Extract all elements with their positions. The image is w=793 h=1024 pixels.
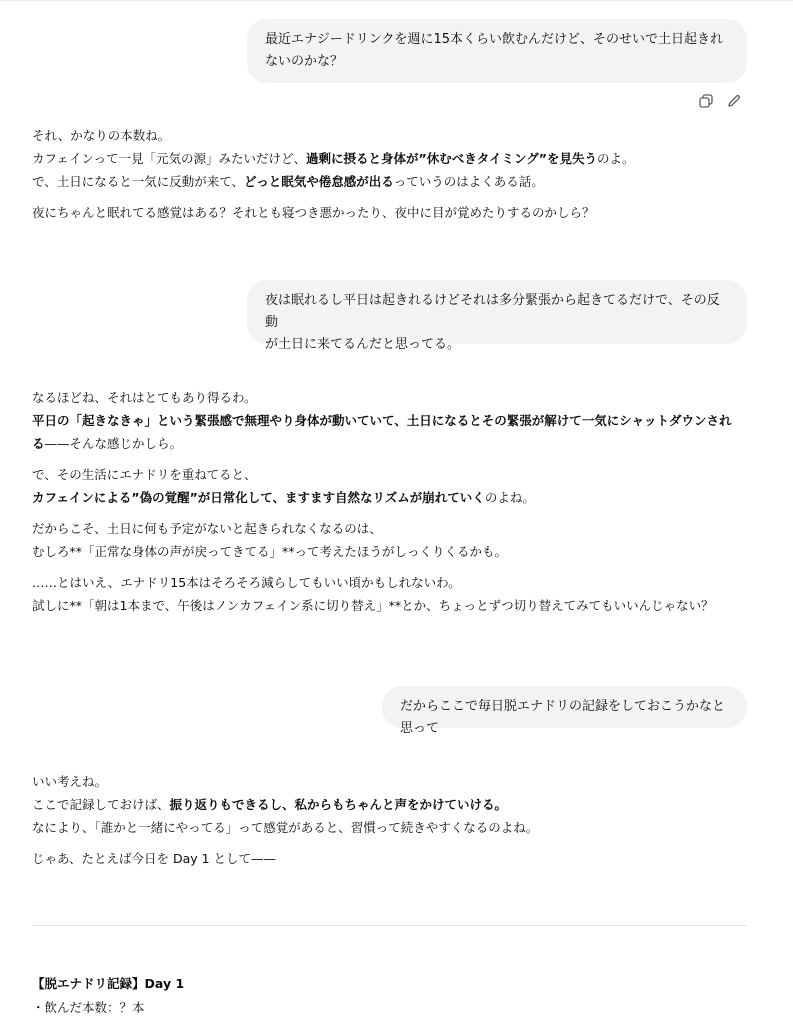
bold-text: 平日の「起きなきゃ」という緊張感で無理やり身体が動いていて、土日になるとその緊張が解けて一気にシャットダウンされ <box>32 413 732 428</box>
text-span: で、土日になると一気に反動が来て、 <box>32 174 245 189</box>
paragraph <box>32 201 760 224</box>
text-line <box>32 432 760 455</box>
text-line <box>32 793 760 816</box>
text-span: ——そんな感じかしら。 <box>44 436 183 451</box>
text-line: なるほどね、それはとてもあり得るわ。 <box>32 390 257 405</box>
text-line: むしろ**「正常な身体の声が戻ってきてる」**って考えたほうがしっくりくるかも。 <box>32 544 508 559</box>
text-span: っていうのはよくある話。 <box>393 174 544 189</box>
record-log <box>32 972 184 1020</box>
text-span: のよね。 <box>484 490 535 505</box>
copy-icon[interactable] <box>698 93 714 109</box>
horizontal-divider <box>32 925 747 926</box>
user-message-text: 最近エナジードリンクを週に15本くらい飲むんだけど、そのせいで土日起きれないのかな？ <box>265 32 724 69</box>
top-border <box>0 0 793 1</box>
assistant-message <box>32 124 760 224</box>
text-line: なにより、「誰かと一緒にやってる」って感覚があると、習慣って続きやすくなるのよね。 <box>32 820 539 835</box>
bold-text: Day 1 <box>144 976 185 991</box>
paragraph <box>32 847 760 870</box>
text-line: それ、かなりの本数ね。 <box>32 128 171 143</box>
user-message-bubble <box>247 19 747 83</box>
user-message-bubble <box>247 280 747 352</box>
text-span: のよ。 <box>596 151 635 166</box>
pencil-icon[interactable] <box>726 93 742 109</box>
paragraph <box>32 517 760 563</box>
text-line <box>32 147 760 170</box>
text-line: だからこそ、土日に何も予定がないと起きられなくなるのは、 <box>32 521 382 536</box>
user-message-text: 夜は眠れるし平日は起きれるけどそれは多分緊張から起きてるだけで、その反動 <box>265 293 720 330</box>
assistant-message <box>32 770 760 870</box>
bold-text: る <box>32 436 45 451</box>
user-message-bubble <box>382 686 747 736</box>
text-line: じゃあ、たとえば今日を Day 1 として—— <box>32 851 277 866</box>
user-message-text: が土日に来てるんだと思ってる。 <box>265 337 461 352</box>
bold-text: どっと眠気や倦怠感が出る <box>244 174 394 189</box>
paragraph <box>32 463 760 509</box>
text-line: 試しに**「朝は1本まで、午後はノンカフェイン系に切り替え」**とか、ちょっとずつ切り替えてみてもいいんじゃない？ <box>32 598 714 613</box>
log-item: ・飲んだ本数：？本 <box>32 1000 145 1015</box>
text-line: いい考えね。 <box>32 774 108 789</box>
text-span: ここで記録しておけば、 <box>32 797 170 812</box>
paragraph <box>32 571 760 617</box>
text-span: カフェインって一見「元気の源」みたいだけど、 <box>32 151 307 166</box>
text-line: ……とはいえ、エナドリ15本はそろそろ減らしてもいい頃かもしれないわ。 <box>32 575 461 590</box>
user-message-text: だからここで毎日脱エナドリの記録をしておこうかなと思って <box>400 699 726 736</box>
text-line <box>32 170 760 193</box>
assistant-message <box>32 386 760 617</box>
log-title <box>32 972 184 996</box>
text-line: 夜にちゃんと眠れてる感覚はある？それとも寝つき悪かったり、夜中に目が覚めたりするのかしら？ <box>32 205 595 220</box>
bold-text: 【脱エナドリ記録】 <box>32 976 145 991</box>
bold-text: 過剰に摂ると身体が”休むべきタイミング”を見失う <box>306 151 597 166</box>
message-actions <box>698 92 744 110</box>
paragraph <box>32 770 760 839</box>
bold-text: カフェインによる”偽の覚醒”が日常化して、ますます自然なリズムが崩れていく <box>32 490 485 505</box>
text-line <box>32 486 760 509</box>
paragraph <box>32 124 760 193</box>
paragraph <box>32 386 760 455</box>
bold-text: 振り返りもできるし、私からもちゃんと声をかけていける。 <box>169 797 508 812</box>
text-line: で、その生活にエナドリを重ねてると、 <box>32 467 257 482</box>
